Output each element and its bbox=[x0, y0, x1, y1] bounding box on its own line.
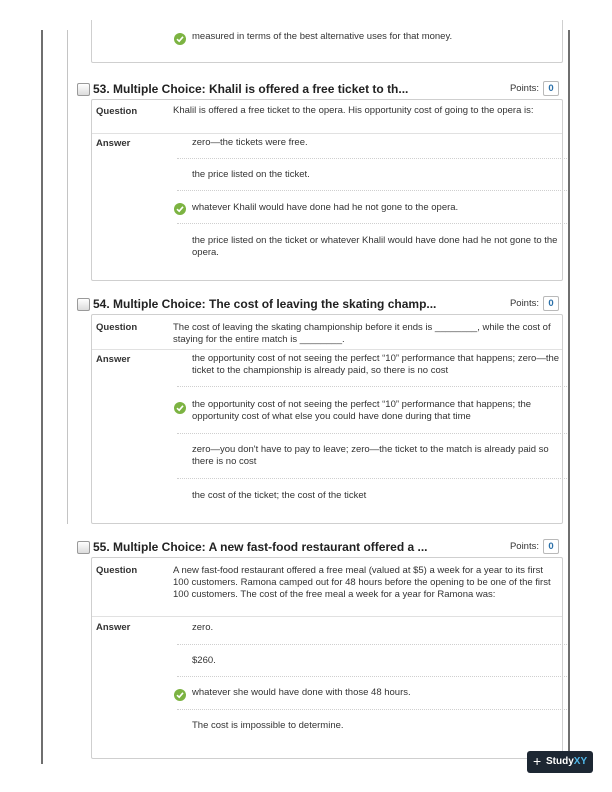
answer-option: the opportunity cost of not seeing the perfect “10” performance that happens; zero—the ticket to the championship is already paid, so there is no cost bbox=[192, 353, 560, 376]
studyxy-logo[interactable] bbox=[527, 751, 593, 773]
answer-option-correct: the opportunity cost of not seeing the perfect “10” performance that happens; the opportunity cost of what else you could have done during that time bbox=[192, 399, 532, 422]
answer-option-correct: whatever she would have done with those 48 hours. bbox=[192, 687, 411, 698]
question-card bbox=[91, 557, 563, 759]
correct-check-icon bbox=[174, 689, 186, 701]
divider bbox=[177, 386, 567, 387]
question-card bbox=[91, 99, 563, 281]
question-header bbox=[77, 297, 561, 313]
answer-option: the price listed on the ticket. bbox=[192, 169, 310, 180]
answer-option-correct: whatever Khalil would have done had he not gone to the opera. bbox=[192, 202, 459, 213]
question-label: Question bbox=[96, 565, 138, 576]
correct-check-icon bbox=[174, 33, 186, 45]
answer-option: $260. bbox=[192, 655, 216, 666]
divider bbox=[177, 158, 567, 159]
divider bbox=[92, 133, 562, 134]
divider bbox=[92, 349, 562, 350]
divider bbox=[92, 616, 562, 617]
question-text: The cost of leaving the skating championship before it ends is ________, while the cost of staying for the entire match is ________. bbox=[173, 322, 551, 345]
question-select-checkbox[interactable] bbox=[77, 541, 90, 554]
divider bbox=[177, 478, 567, 479]
divider bbox=[177, 433, 567, 434]
points-label: Points: bbox=[509, 298, 539, 309]
answer-option: zero—you don't have to pay to leave; zero—the ticket to the match is already paid so there is no cost bbox=[192, 444, 549, 467]
question-header bbox=[77, 82, 561, 98]
divider bbox=[177, 190, 567, 191]
page-border-inner bbox=[67, 30, 68, 524]
divider bbox=[177, 644, 567, 645]
divider bbox=[177, 676, 567, 677]
answer-option: zero—the tickets were free. bbox=[192, 137, 308, 148]
previous-question-card bbox=[91, 20, 563, 63]
points-label: Points: bbox=[509, 83, 539, 94]
correct-check-icon bbox=[174, 402, 186, 414]
page-border-right bbox=[568, 30, 570, 764]
answer-label: Answer bbox=[96, 622, 131, 633]
question-text: A new fast-food restaurant offered a free meal (valued at $5) a week for a year to its first 100 customers. Ramona camped out for 48 hours before the opening to be one of the first 100 customers. The cost of the free meal a week for a year for Ramona was: bbox=[173, 565, 551, 600]
divider bbox=[177, 223, 567, 224]
answer-option: zero. bbox=[192, 622, 214, 633]
question-header bbox=[77, 540, 561, 556]
question-select-checkbox[interactable] bbox=[77, 298, 90, 311]
answer-option: measured in terms of the best alternative uses for that money. bbox=[192, 31, 453, 42]
question-title: 55. Multiple Choice: A new fast-food restaurant offered a ... bbox=[93, 540, 428, 554]
answer-option: The cost is impossible to determine. bbox=[192, 720, 344, 731]
answer-label: Answer bbox=[96, 138, 131, 149]
logo-text: StudyXY bbox=[546, 756, 588, 767]
question-title: 54. Multiple Choice: The cost of leaving the skating champ... bbox=[93, 297, 437, 311]
answer-option: the price listed on the ticket or whatever Khalil would have done had he not gone to the opera. bbox=[192, 235, 558, 258]
points-label: Points: bbox=[509, 541, 539, 552]
page-border-left bbox=[41, 30, 43, 764]
question-title: 53. Multiple Choice: Khalil is offered a free ticket to th... bbox=[93, 82, 409, 96]
points-value: 0 bbox=[543, 296, 559, 311]
correct-check-icon bbox=[174, 203, 186, 215]
answer-option: the cost of the ticket; the cost of the ticket bbox=[192, 490, 367, 501]
question-label: Question bbox=[96, 322, 138, 333]
question-text: Khalil is offered a free ticket to the opera. His opportunity cost of going to the opera is: bbox=[173, 105, 534, 116]
points-value: 0 bbox=[543, 539, 559, 554]
answer-label: Answer bbox=[96, 354, 131, 365]
divider bbox=[177, 709, 567, 710]
question-select-checkbox[interactable] bbox=[77, 83, 90, 96]
points-value: 0 bbox=[543, 81, 559, 96]
question-label: Question bbox=[96, 106, 138, 117]
plus-icon: + bbox=[533, 753, 542, 769]
question-card bbox=[91, 314, 563, 524]
